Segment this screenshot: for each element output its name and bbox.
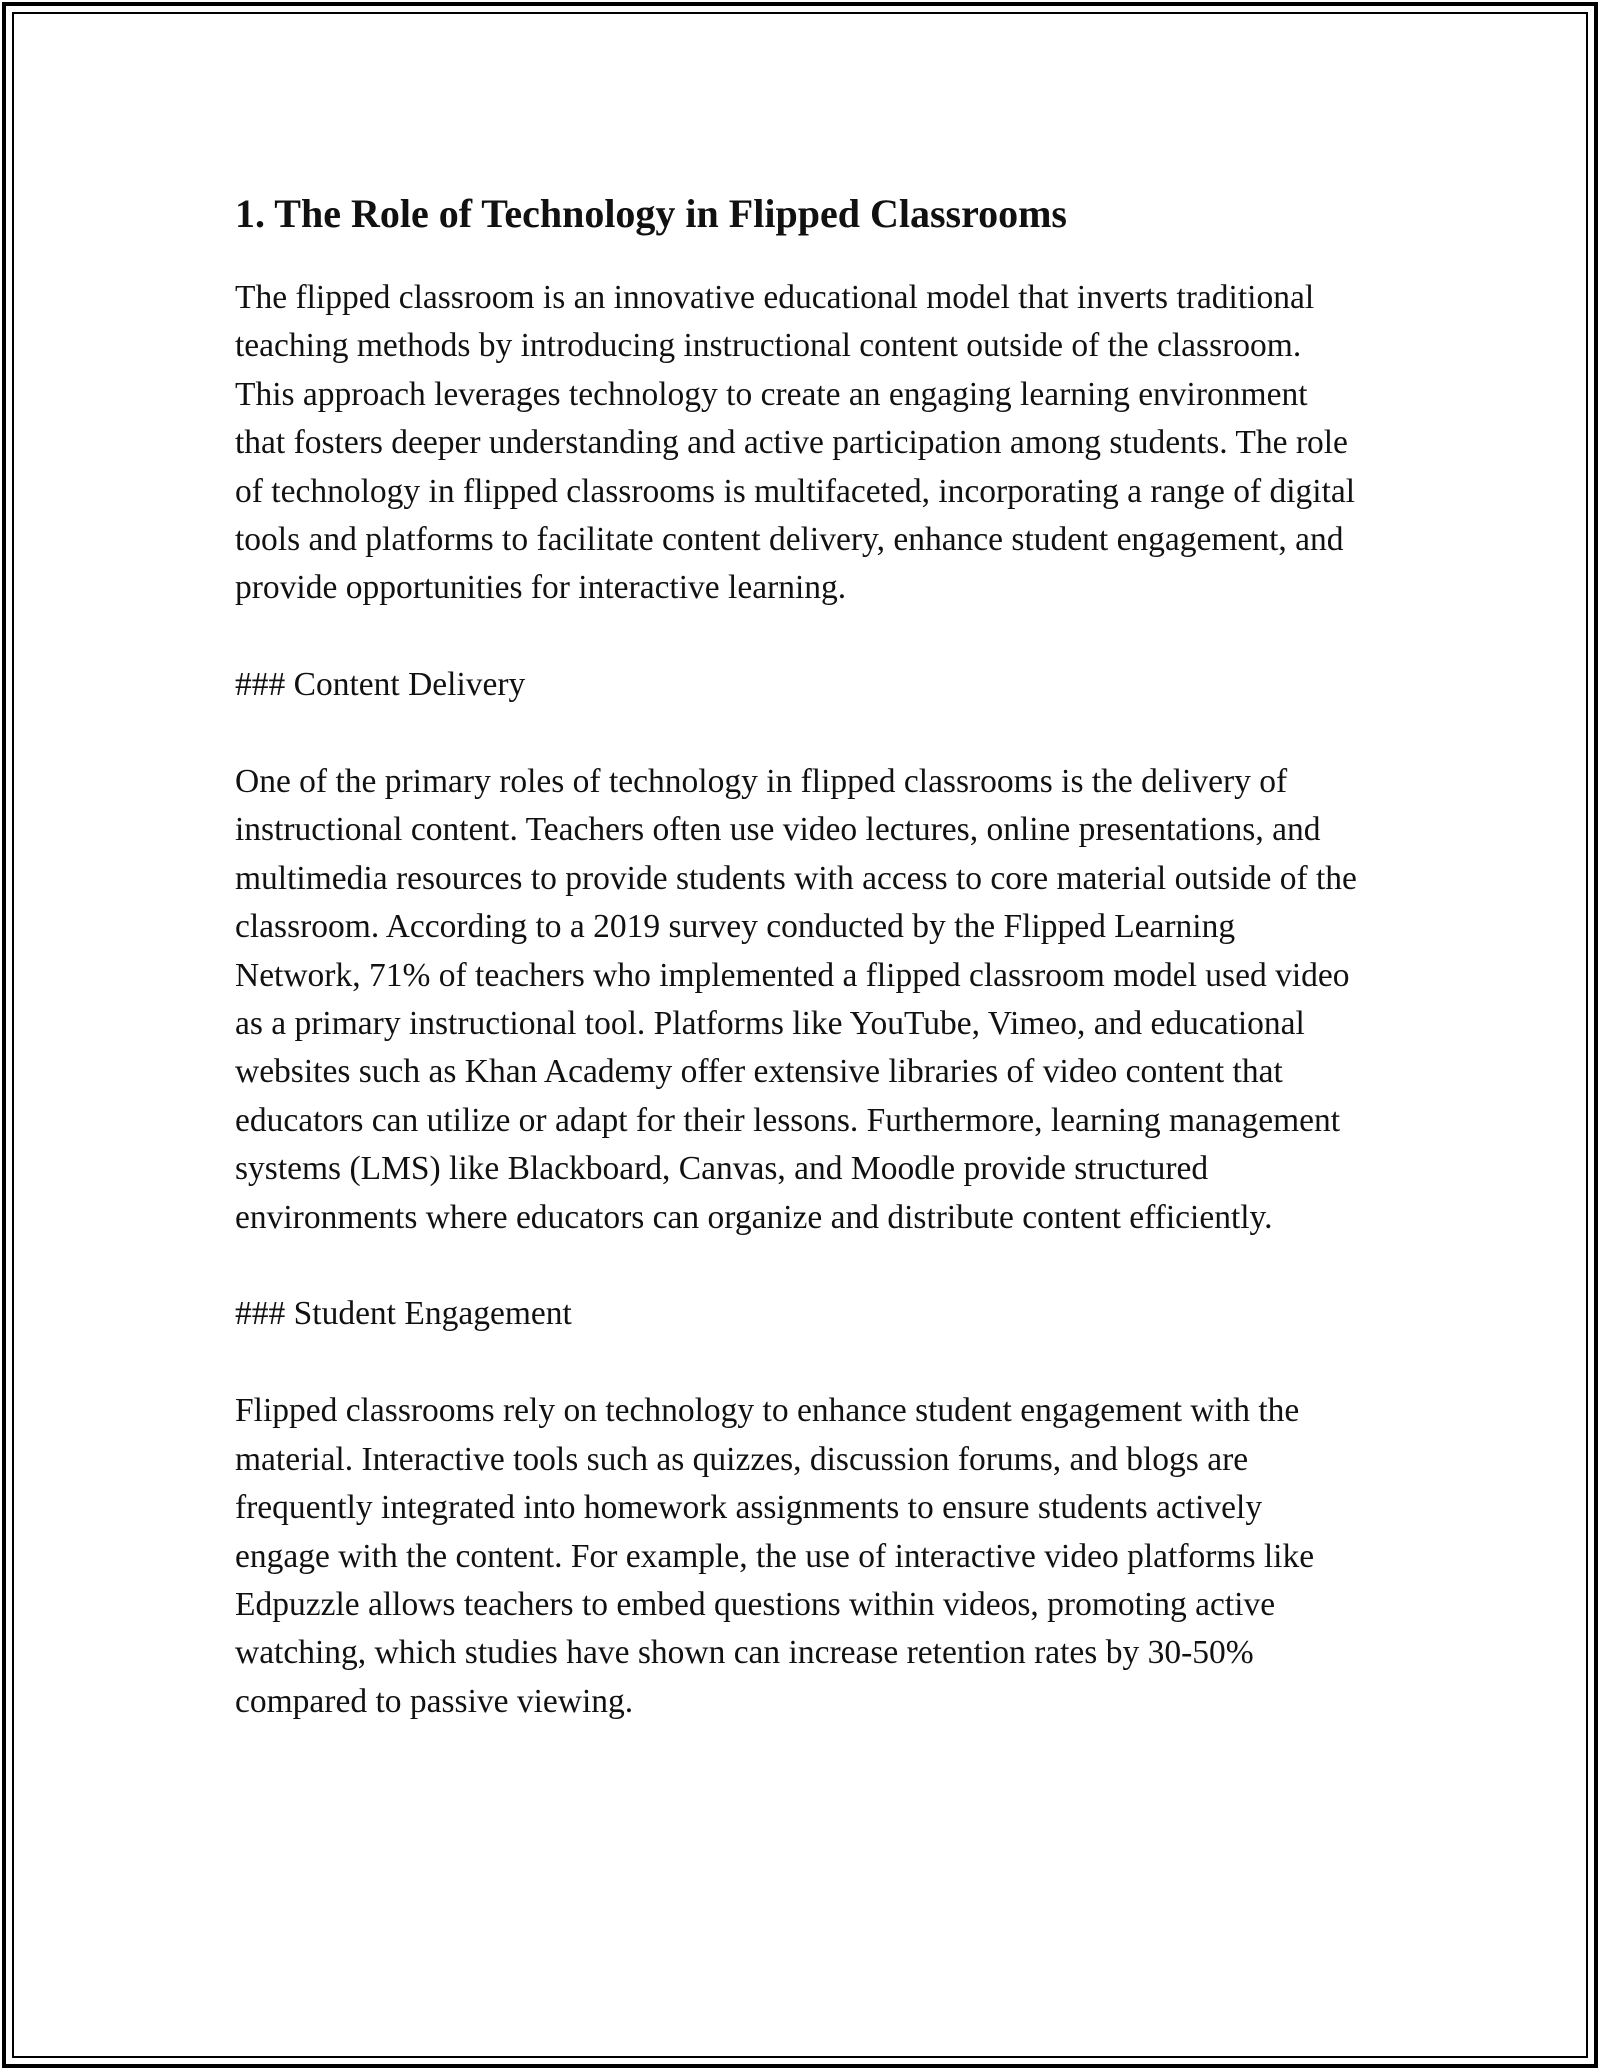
- paragraph-spacer: [235, 1242, 1365, 1290]
- section-heading: 1. The Role of Technology in Flipped Classrooms: [235, 191, 1067, 236]
- paragraph-spacer: [235, 1339, 1365, 1387]
- paragraph-spacer: [235, 710, 1365, 758]
- paragraph-spacer: [235, 613, 1365, 661]
- content-delivery-subheading: ### Content Delivery: [235, 666, 526, 704]
- content-delivery-paragraph: One of the primary roles of technology in flipped classrooms is the delivery of instructional content. Teachers often use video lectures, online presentations, and multimedia resources to provide students with access to core material outside of the classroom. According to a 2019 survey conducted by the Flipped Learning Network, 71% of teachers who implemented a flipped classroom model used video as a primary instructional tool. Platforms like YouTube, Vimeo, and educational websites such as Khan Academy offer extensive libraries of video content that educators can utilize or adapt for their lessons. Furthermore, learning management systems (LMS) like Blackboard, Canvas, and Moodle provide structured environments where educators can organize and distribute content efficiently.: [235, 763, 1357, 1236]
- student-engagement-subheading: ### Student Engagement: [235, 1295, 572, 1333]
- document-body: [235, 188, 1365, 1726]
- student-engagement-paragraph: Flipped classrooms rely on technology to enhance student engagement with the material. Interactive tools such as quizzes, discussion forums, and blogs are frequently integrated into homework assignments to ensure students actively engage with the content. For example, the use of interactive video platforms like Edpuzzle allows teachers to embed questions within videos, promoting active watching, which studies have shown can increase retention rates by 30-50% compared to passive viewing.: [235, 1392, 1315, 1720]
- intro-paragraph: The flipped classroom is an innovative educational model that inverts traditional teaching methods by introducing instructional content outside of the classroom. This approach leverages technology to create an engaging learning environment that fosters deeper understanding and active participation among students. The role of technology in flipped classrooms is multifaceted, incorporating a range of digital tools and platforms to facilitate content delivery, enhance student engagement, and provide opportunities for interactive learning.: [235, 279, 1356, 607]
